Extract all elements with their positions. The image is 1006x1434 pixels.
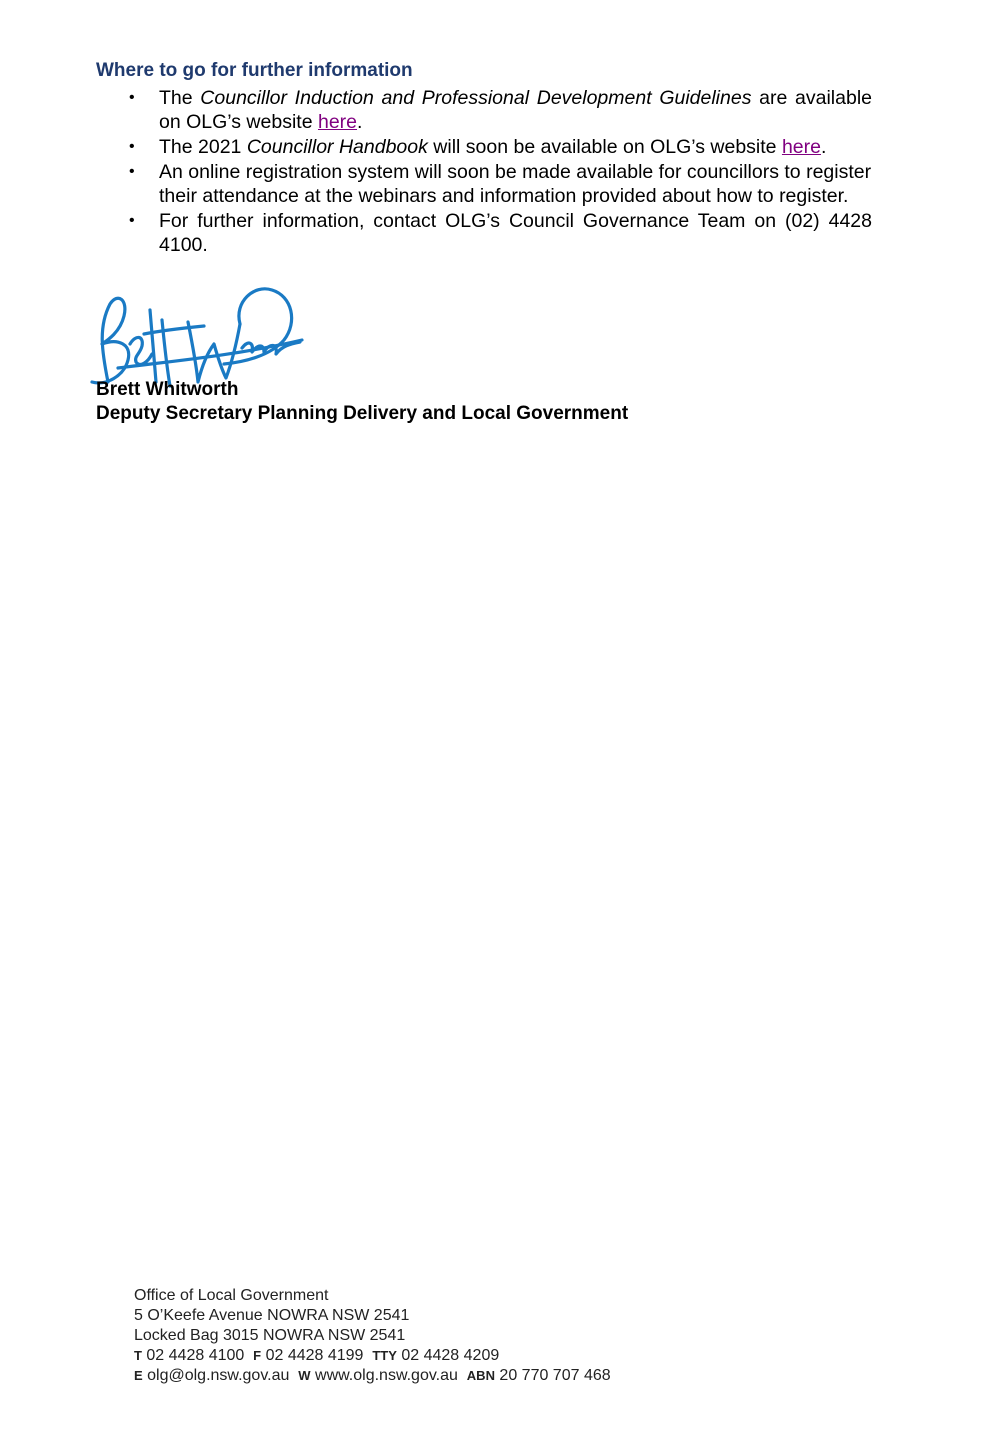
abn-label: ABN (466, 1368, 495, 1383)
bullet-registration: • An online registration system will soon be made available for councillors to register their attendance at the webinars and information provided about how to register. (96, 160, 872, 208)
bullet-text-end: . (357, 111, 363, 133)
handbook-title: Councillor Handbook (246, 136, 428, 158)
signatory-name: Brett Whitworth (96, 379, 239, 400)
phone-value: 02 4428 4100 (146, 1347, 245, 1364)
tty-label: TTY (372, 1348, 397, 1363)
footer-postal-address: Locked Bag 3015 NOWRA NSW 2541 (134, 1327, 406, 1344)
guidelines-link[interactable]: here (317, 111, 358, 133)
bullet-handbook (96, 135, 872, 159)
bullet-text-end: . (820, 136, 827, 158)
signature-icon (84, 282, 306, 392)
guidelines-title: Councillor Induction and Professional Development Guidelines (200, 87, 752, 109)
web-label: W (298, 1368, 311, 1383)
web-value[interactable]: www.olg.nsw.gov.au (315, 1367, 458, 1384)
email-value[interactable]: olg@olg.nsw.gov.au (147, 1367, 290, 1384)
handbook-link[interactable]: here (781, 136, 821, 158)
email-label: E (134, 1368, 143, 1383)
footer-org: Office of Local Government (134, 1287, 329, 1304)
tty-value: 02 4428 4209 (401, 1347, 500, 1364)
signatory-title: Deputy Secretary Planning Delivery and Local Government (96, 403, 629, 424)
footer-web-line (134, 1366, 611, 1386)
footer-street-address: 5 O’Keefe Avenue NOWRA NSW 2541 (134, 1307, 410, 1324)
bullet-text-pre: The (159, 87, 201, 109)
section-heading: Where to go for further information (96, 60, 413, 81)
bullet-contact: • For further information, contact OLG’s Council Governance Team on (02) 4428 4100. (96, 209, 872, 257)
abn-value: 20 770 707 468 (499, 1367, 611, 1384)
bullet-text-post: are available on OLG’s website (159, 87, 872, 133)
signatory-block (96, 378, 628, 426)
footer-contact-block (134, 1286, 611, 1386)
phone-label: T (134, 1348, 142, 1363)
fax-value: 02 4428 4199 (265, 1347, 364, 1364)
fax-label: F (253, 1348, 262, 1363)
info-bullet-list (96, 86, 872, 258)
bullet-text-post: will soon be available on OLG’s website (427, 136, 782, 158)
bullet-guidelines (96, 86, 872, 134)
footer-phone-line (134, 1346, 611, 1366)
bullet-text-pre: The 2021 (159, 136, 247, 158)
